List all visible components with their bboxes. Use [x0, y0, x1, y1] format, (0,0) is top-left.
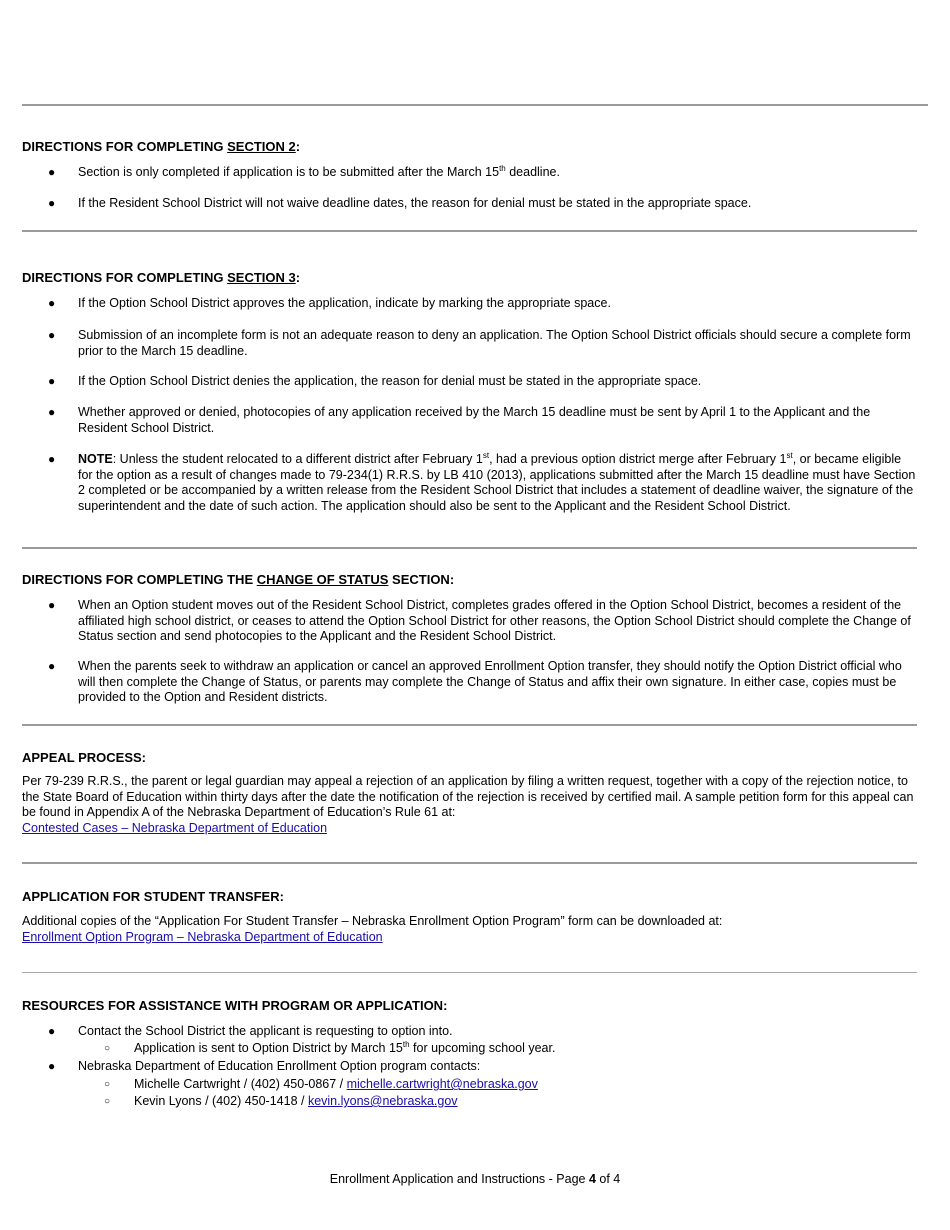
list-item: ● Contact the School District the applicant is requesting to option into.: [48, 1024, 453, 1038]
list-item: ● If the Option School District approves the application, indicate by marking the appropriate space.: [48, 296, 611, 310]
bullet-icon: ●: [48, 1059, 56, 1073]
list-item: ● If the Resident School District will not waive deadline dates, the reason for denial must be stated in the appropriate space.: [48, 196, 752, 210]
bullet-icon: ●: [48, 296, 56, 310]
list-item: ● If the Option School District denies the application, the reason for denial must be stated in the appropriate space.: [48, 374, 702, 388]
appeal-heading: APPEAL PROCESS:: [22, 750, 147, 765]
resources-heading: RESOURCES FOR ASSISTANCE WITH PROGRAM OR APPLICATION:: [22, 998, 448, 1013]
bullet-icon: ●: [48, 165, 56, 179]
list-item: ● Submission of an incomplete form is not an adequate reason to deny an application. The Option School District officials should secure a complete form prior to the March 15 deadline.: [48, 328, 911, 358]
divider: [22, 972, 917, 973]
enrollment-option-link[interactable]: Enrollment Option Program – Nebraska Department of Education: [22, 929, 383, 944]
circle-bullet-icon: ○: [104, 1043, 111, 1054]
top-divider: [22, 104, 928, 106]
contested-cases-link[interactable]: Contested Cases – Nebraska Department of Education: [22, 820, 328, 835]
section-3-heading: DIRECTIONS FOR COMPLETING SECTION 3:: [22, 270, 301, 285]
circle-bullet-icon: ○: [104, 1079, 111, 1090]
transfer-heading: APPLICATION FOR STUDENT TRANSFER:: [22, 889, 284, 904]
note-item: ● NOTE: Unless the student relocated to a different district after February 1st, had a previous option district merge after February 1st, or became eligible for the option as a result of changes made to 79-234(1) R.R.S. by LB 410 (2013), applications submitted after the March 15 deadline must have Section 2 completed or be accompanied by a written release from the Resident School District that includes a statement of deadline waiver, the signature of the superintendent and the date of such action. The application should also be sent to the Applicant and the Resident School District.: [48, 450, 916, 513]
michelle-email-link[interactable]: michelle.cartwright@nebraska.gov: [346, 1077, 538, 1091]
divider: [22, 724, 917, 726]
transfer-paragraph: Additional copies of the “Application For Student Transfer – Nebraska Enrollment Option Program” form can be downloaded at: Enrollment Option Program – Nebraska Department of Education: [22, 914, 723, 944]
bullet-icon: ●: [48, 196, 56, 210]
bullet-icon: ●: [48, 405, 56, 419]
section-2-heading: DIRECTIONS FOR COMPLETING SECTION 2:: [22, 139, 301, 154]
page-footer: Enrollment Application and Instructions - Page 4 of 4: [329, 1172, 621, 1186]
bullet-icon: ●: [48, 598, 56, 612]
kevin-email-link[interactable]: kevin.lyons@nebraska.gov: [307, 1094, 458, 1108]
list-item: ● Nebraska Department of Education Enrollment Option program contacts:: [48, 1059, 481, 1073]
bullet-icon: ●: [48, 374, 56, 388]
bullet-icon: ●: [48, 452, 56, 466]
list-item: ● Whether approved or denied, photocopies of any application received by the March 15 deadline must be sent by April 1 to the Applicant and the Resident School District.: [48, 405, 871, 435]
contact-item: ○ Michelle Cartwright / (402) 450-0867 / michelle.cartwright@nebraska.gov: [104, 1077, 538, 1091]
divider: [22, 862, 917, 864]
contact-item: ○ Kevin Lyons / (402) 450-1418 / kevin.lyons@nebraska.gov: [104, 1094, 458, 1108]
bullet-icon: ●: [48, 659, 56, 673]
list-item: ● Section is only completed if application is to be submitted after the March 15th deadline.: [48, 163, 560, 179]
sub-list-item: ○ Application is sent to Option District by March 15th for upcoming school year.: [104, 1039, 556, 1055]
bullet-icon: ●: [48, 328, 56, 342]
bullet-icon: ●: [48, 1024, 56, 1038]
divider: [22, 547, 917, 549]
list-item: ● When an Option student moves out of the Resident School District, completes grades offered in the Option School District, becomes a resident of the affiliated high school district, or ceases to attend the Option School District for other reasons, the Option School District should complete the Change of Status section and send photocopies to the Applicant and the Resident School District.: [48, 598, 911, 643]
appeal-paragraph: Per 79-239 R.R.S., the parent or legal guardian may appeal a rejection of an application by filing a written request, together with a copy of the rejection notice, to the State Board of Education within thirty days after the date the notification of the rejection is received by certified mail. A sample petition form for this appeal can be found in Appendix A of the Nebraska Department of Education’s Rule 61 at: Contested Cases – Nebraska Department of Education: [22, 774, 914, 835]
list-item: ● When the parents seek to withdraw an application or cancel an approved Enrollment Option transfer, they should notify the Option District official who will then complete the Change of Status, or parents may complete the Change of Status and affix their own signature. In either case, copies must be provided to the Option and Resident districts.: [48, 659, 902, 704]
circle-bullet-icon: ○: [104, 1096, 111, 1107]
divider: [22, 230, 917, 232]
change-of-status-heading: DIRECTIONS FOR COMPLETING THE CHANGE OF STATUS SECTION:: [22, 572, 455, 587]
